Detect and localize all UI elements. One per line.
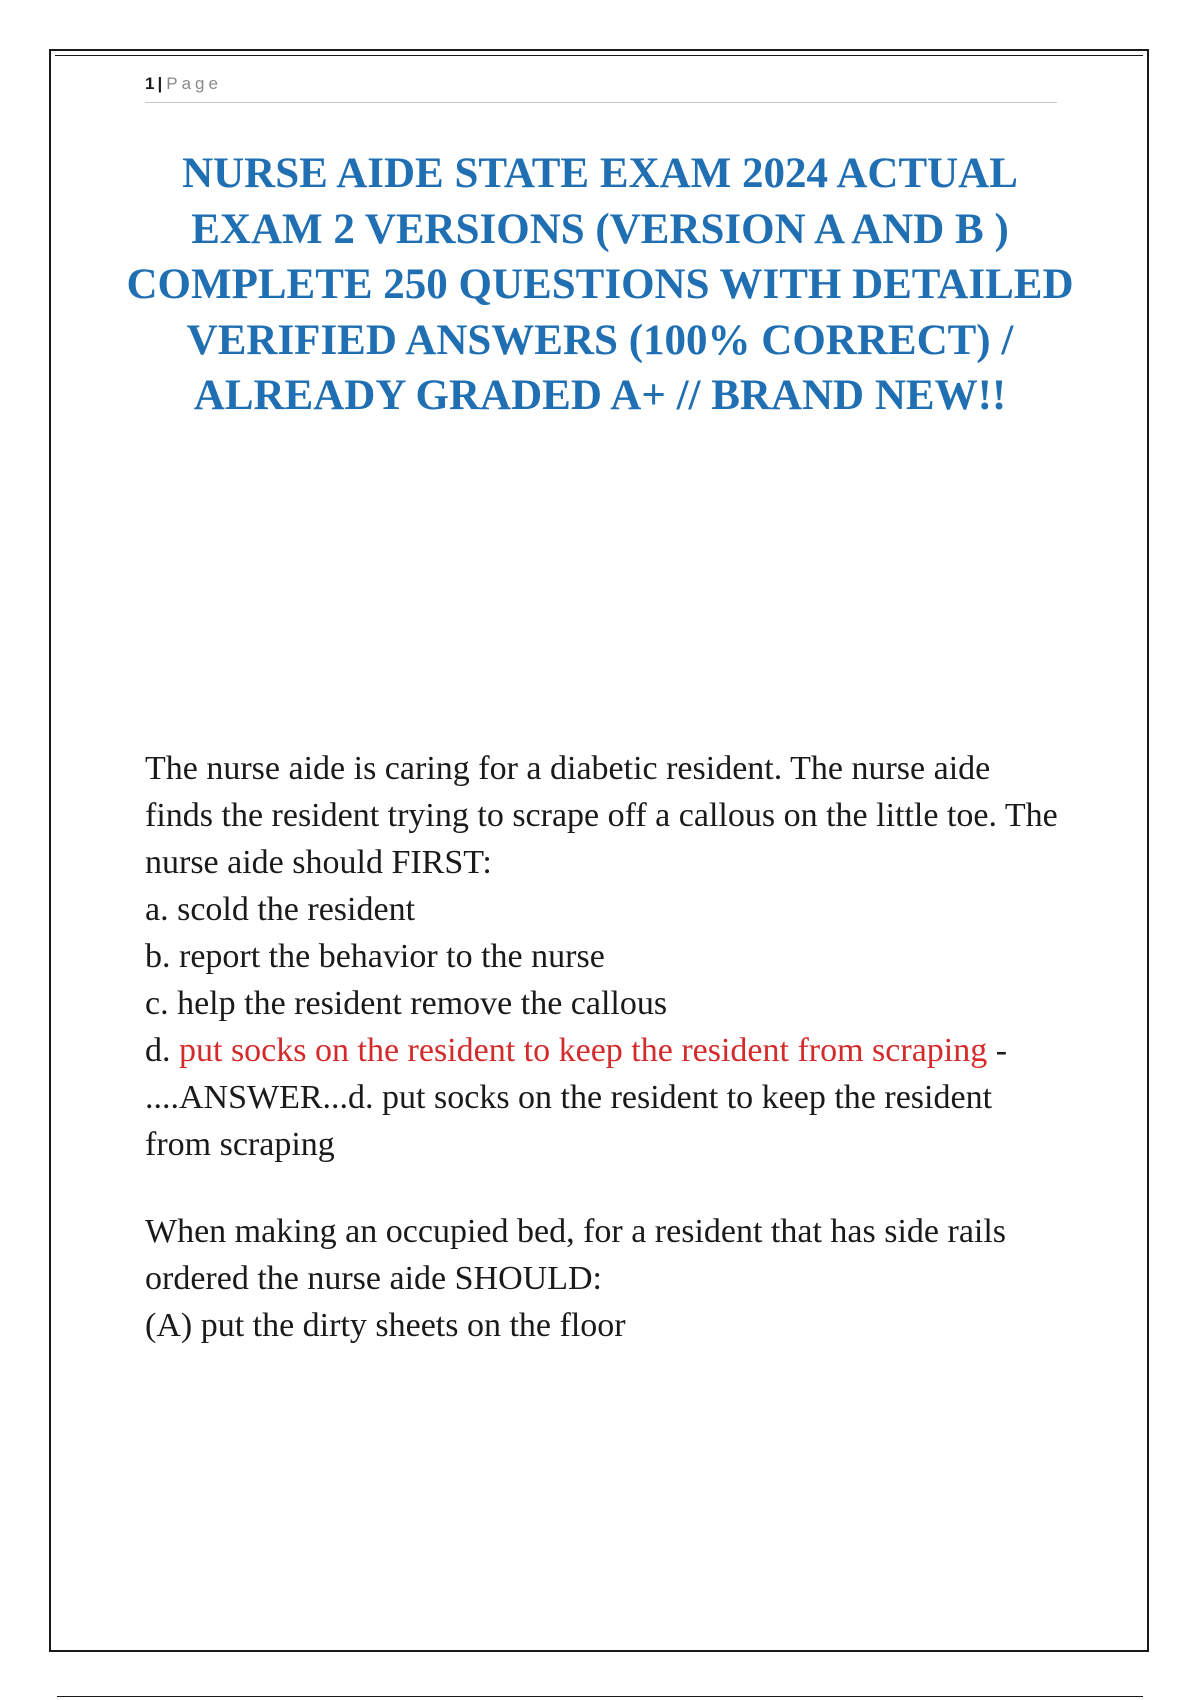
questions-content — [145, 745, 1065, 1349]
option-a: a. scold the resident — [145, 891, 416, 928]
page-number: 1 — [145, 74, 155, 93]
question-spacer — [145, 1168, 1065, 1208]
option-d-prefix: d. — [145, 1032, 179, 1069]
question-text: When making an occupied bed, for a resident that has side rails ordered the nurse aide SHOULD: — [145, 1213, 1007, 1297]
page-separator: | — [157, 74, 163, 93]
question-2 — [145, 1208, 1065, 1349]
option-a: (A) put the dirty sheets on the floor — [145, 1307, 626, 1344]
question-text: The nurse aide is caring for a diabetic resident. The nurse aide finds the resident trying to scrape off a callous on the little toe. The nurse aide should FIRST: — [145, 750, 1058, 881]
option-b: b. report the behavior to the nurse — [145, 938, 605, 975]
option-c: c. help the resident remove the callous — [145, 985, 668, 1022]
question-1 — [145, 745, 1065, 1168]
answer-highlight: put socks on the resident to keep the resident from scraping — [179, 1032, 988, 1069]
page-header — [145, 72, 1057, 103]
bottom-divider — [57, 1696, 1143, 1697]
page-label: Page — [166, 74, 222, 93]
document-title: NURSE AIDE STATE EXAM 2024 ACTUAL EXAM 2 VERSIONS (VERSION A AND B ) COMPLETE 250 QUESTIONS WITH DETAILED VERIFIED ANSWERS (100% CORRECT) / ALREADY GRADED A+ // BRAND NEW!! — [126, 150, 1074, 419]
answer-explanation: - ....ANSWER...d. put socks on the resident to keep the resident from scraping — [145, 1032, 1008, 1163]
option-d-answer — [145, 1027, 1065, 1168]
